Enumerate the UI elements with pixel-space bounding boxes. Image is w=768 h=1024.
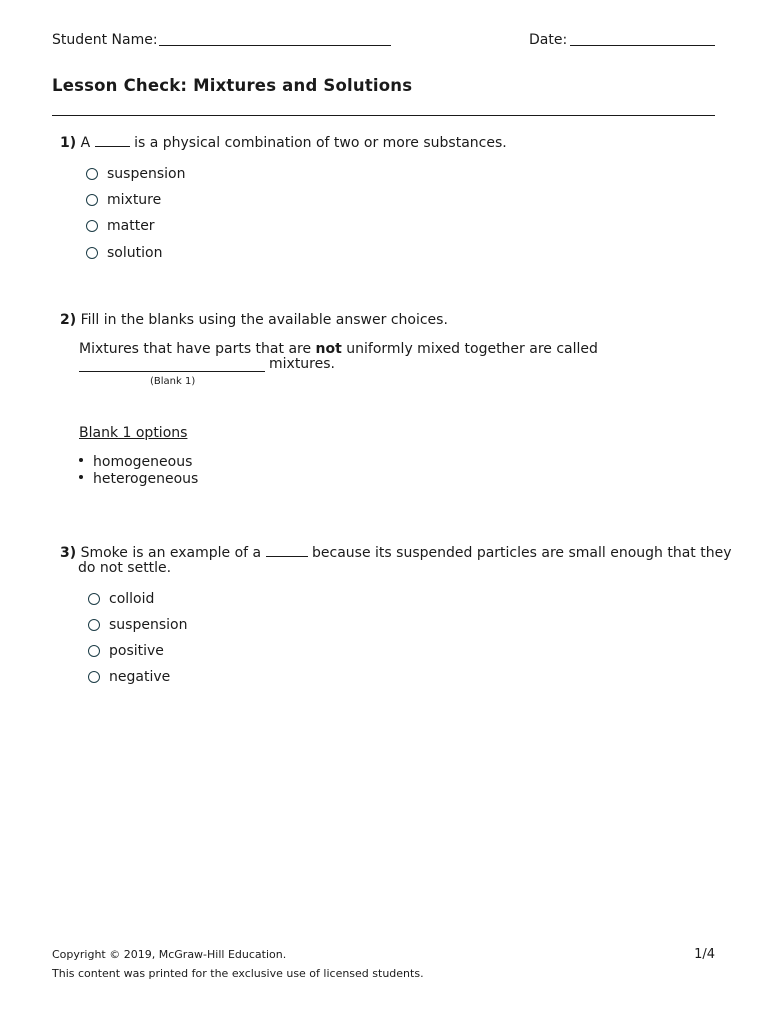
radio-button-icon[interactable]	[86, 168, 98, 180]
q1-option-2[interactable]	[86, 192, 161, 208]
question-text-after: is a physical combination of two or more substances.	[134, 135, 507, 151]
radio-button-icon[interactable]	[88, 593, 100, 605]
q1-option-3[interactable]	[86, 218, 155, 234]
q2-sentence	[79, 341, 598, 357]
q3-option-3[interactable]	[88, 643, 164, 659]
question-text-before: A	[80, 135, 91, 151]
option-label: suspension	[107, 166, 186, 182]
date-label: Date:	[529, 32, 568, 48]
option-label: negative	[109, 669, 171, 685]
question-text-line2: do not settle.	[78, 560, 172, 576]
q3-option-2[interactable]	[88, 617, 187, 633]
radio-button-icon[interactable]	[86, 247, 98, 259]
list-item	[79, 471, 198, 487]
copyright-text: Copyright © 2019, McGraw-Hill Education.	[52, 948, 287, 961]
question-text-before: Smoke is an example of a	[80, 545, 262, 561]
q3-option-1[interactable]	[88, 591, 154, 607]
license-notice: This content was printed for the exclusive use of licensed students.	[52, 967, 424, 980]
question-text-after: because its suspended particles are small enough that they	[312, 545, 732, 561]
question-number: 1)	[60, 135, 77, 151]
option-label: positive	[109, 643, 164, 659]
option-label: colloid	[109, 591, 155, 607]
question-instruction: Fill in the blanks using the available answer choices.	[80, 312, 448, 328]
bullet-icon	[79, 475, 83, 479]
radio-button-icon[interactable]	[86, 220, 98, 232]
blank-1-field[interactable]	[79, 371, 265, 372]
sentence-part: Mixtures that have parts that are	[79, 341, 312, 357]
option-label: heterogeneous	[93, 471, 199, 487]
option-label: matter	[107, 218, 155, 234]
page-title: Lesson Check: Mixtures and Solutions	[52, 76, 413, 95]
question-1	[60, 135, 507, 151]
title-divider	[52, 115, 715, 116]
option-label: solution	[107, 245, 163, 261]
bullet-icon	[79, 458, 83, 462]
page-number: 1/4	[694, 947, 715, 962]
sentence-part: uniformly mixed together are called	[346, 341, 598, 357]
blank-1-label: (Blank 1)	[150, 376, 196, 387]
student-name-label: Student Name:	[52, 32, 158, 48]
question-number: 2)	[60, 312, 77, 328]
blank-1-options-heading: Blank 1 options	[79, 425, 188, 441]
sentence-emphasis: not	[315, 341, 342, 357]
option-label: mixture	[107, 192, 162, 208]
radio-button-icon[interactable]	[88, 619, 100, 631]
question-3	[60, 545, 731, 561]
question-2	[60, 312, 448, 328]
q1-option-1[interactable]	[86, 166, 185, 182]
radio-button-icon[interactable]	[88, 671, 100, 683]
list-item	[79, 454, 192, 470]
sentence-end: mixtures.	[269, 356, 335, 372]
option-label: homogeneous	[93, 454, 193, 470]
inline-blank	[95, 136, 130, 147]
question-number: 3)	[60, 545, 77, 561]
q3-option-4[interactable]	[88, 669, 170, 685]
radio-button-icon[interactable]	[88, 645, 100, 657]
q1-option-4[interactable]	[86, 245, 162, 261]
date-field[interactable]	[570, 45, 715, 46]
inline-blank	[266, 546, 308, 557]
option-label: suspension	[109, 617, 188, 633]
radio-button-icon[interactable]	[86, 194, 98, 206]
student-name-field[interactable]	[159, 45, 391, 46]
